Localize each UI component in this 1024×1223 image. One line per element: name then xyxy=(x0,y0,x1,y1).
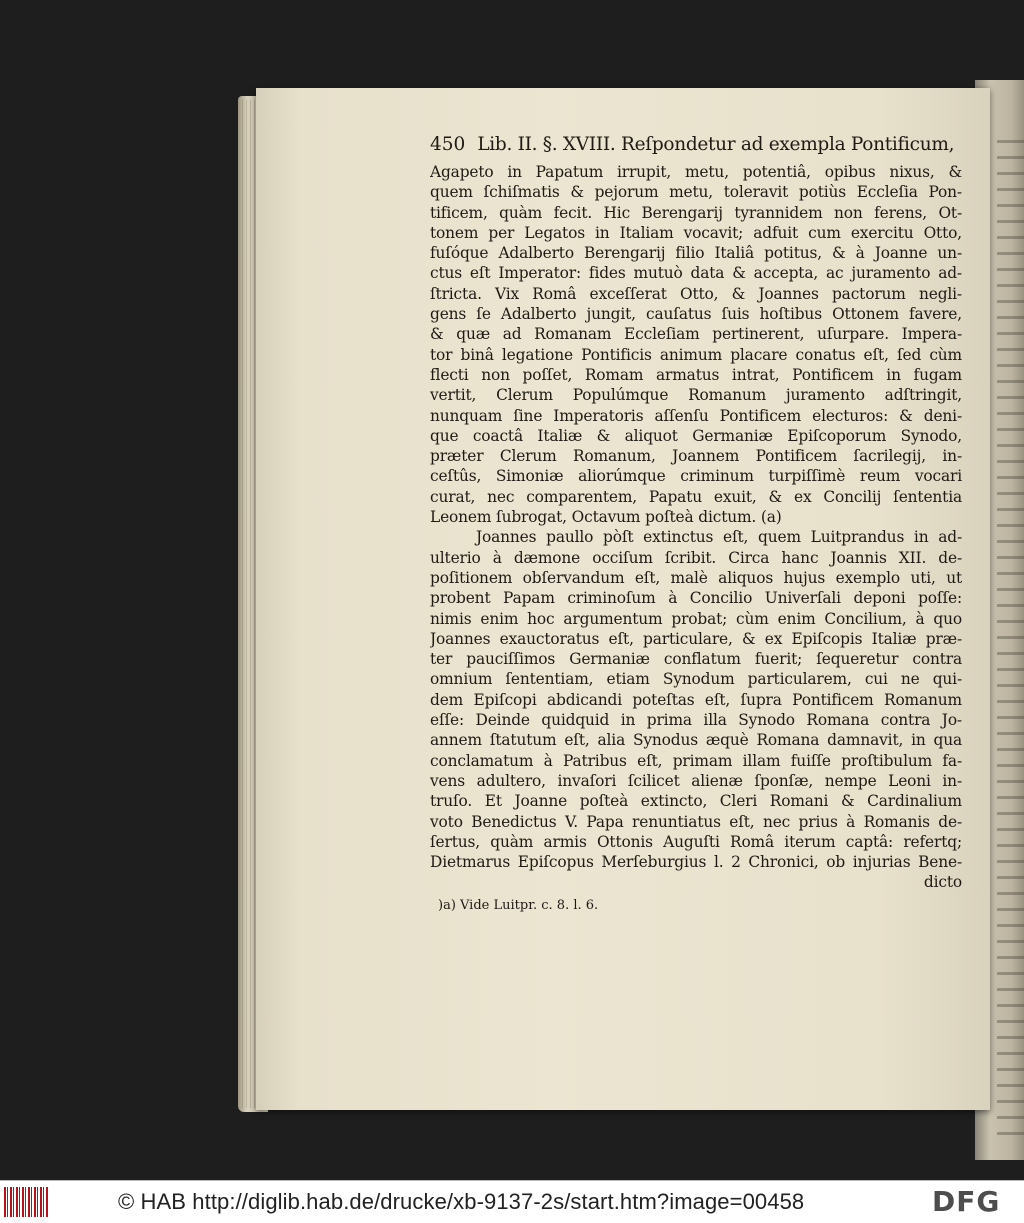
footnote: )a) Vide Luitpr. c. 8. l. 6. xyxy=(438,897,599,913)
text-line: vertit, Clerum Populúmque Romanum juramento adſtringit, xyxy=(430,386,962,405)
page-text-block xyxy=(430,132,962,915)
text-line: nunquam ſine Imperatoris aſſenſu Pontificem electuros: & deni- xyxy=(430,406,962,425)
text-line: Dietmarus Epiſcopus Merſeburgius l. 2 Chronici, ob injurias Bene- xyxy=(430,853,962,872)
hab-barcode-logo-icon xyxy=(4,1187,48,1217)
footer-bar xyxy=(0,1180,1024,1223)
text-line: eſſe: Deinde quidquid in prima illa Synodo Romana contra Jo- xyxy=(430,711,962,730)
text-line: Agapeto in Papatum irrupit, metu, potentiâ, opibus nixus, & xyxy=(430,163,962,181)
text-line: poſitionem obſervandum eſt, malè aliquos hujus exemplo uti, ut xyxy=(430,568,962,587)
text-line: tonem per Legatos in Italiam vocavit; adfuit cum exercitu Otto, xyxy=(430,223,962,242)
text-line: tificem, quàm fecit. Hic Berengarij tyrannidem non ferens, Ot- xyxy=(430,203,962,222)
text-line: probent Papam criminoſum à Concilio Univerſali deponi poſſe: xyxy=(430,589,962,608)
text-line: ctus eſt Imperator: fides mutuò data & accepta, ac juramento ad- xyxy=(430,264,962,283)
text-line: voto Benedictus V. Papa renuntiatus eſt, nec prius à Romanis de- xyxy=(430,812,962,831)
text-line: Joannes exauctoratus eſt, particulare, & ex Epiſcopis Italiæ præ- xyxy=(430,629,962,648)
text-line: truſo. Et Joanne poſteà extincto, Cleri Romani & Cardinalium xyxy=(430,792,962,811)
text-line: ter pauciſſimos Germaniæ conflatum fuerit; ſequeretur contra xyxy=(430,650,962,669)
text-line: præter Clerum Romanum, Joannem Pontificem ſacrilegij, in- xyxy=(430,447,962,466)
text-line: ſtricta. Vix Româ exceſſerat Otto, & Joannes pactorum negli- xyxy=(430,284,962,303)
text-line: flecti non poſſet, Romam armatus intrat, Pontificem in fugam xyxy=(430,365,962,384)
page-number: 450 xyxy=(430,134,466,155)
text-line: omnium ſententiam, etiam Synodum particularem, cui ne qui- xyxy=(430,670,962,689)
text-line: quem ſchiſmatis & pejorum metu, toleravit potiùs Eccleſia Pon- xyxy=(430,183,962,202)
copyright-link[interactable]: © HAB http://diglib.hab.de/drucke/xb-9137-2s/start.htm?image=00458 xyxy=(118,1189,805,1214)
text-line: ceſtûs, Simoniæ aliorúmque criminum turpiſſimè reum vocari xyxy=(430,467,962,486)
running-title: Lib. II. §. XVIII. Reſpondetur ad exempla Pontificum, xyxy=(477,134,955,155)
text-line: Leonem ſubrogat, Octavum poſteà dictum. (a) xyxy=(430,508,782,527)
text-line: fuſóque Adalberto Berengarij filio Italiâ potitus, & à Joanne un- xyxy=(430,244,962,263)
dfg-logo: DFG xyxy=(932,1185,1001,1218)
text-line: conclamatum à Patribus eſt, primam illam fuiſſe proſtibulum fa- xyxy=(430,751,962,770)
text-line: Joannes paullo pòſt extinctus eſt, quem Luitprandus in ad- xyxy=(476,528,962,547)
text-line: dem Epiſcopi abdicandi poteſtas eſt, ſupra Pontificem Romanum xyxy=(430,690,962,709)
running-head xyxy=(430,132,962,160)
text-line: ſertus, quàm armis Ottonis Auguſti Româ iterum captâ: refertq; xyxy=(430,832,962,851)
body-text xyxy=(430,162,962,893)
text-line: tor binâ legatione Pontificis animum placare conatus eſt, ſed cùm xyxy=(430,345,962,364)
text-line: que coactâ Italiæ & aliquot Germaniæ Epiſcoporum Synodo, xyxy=(430,426,962,445)
text-line: curat, nec comparentem, Papatu exuit, & ex Concilij ſententia xyxy=(430,487,962,506)
book-page xyxy=(256,88,990,1110)
text-line: vens adultero, invaſori ſcilicet alienæ ſponſæ, nempe Leoni in- xyxy=(430,771,962,790)
text-line: ulterio à dæmone occiſum ſcribit. Circa hanc Joannis XII. de- xyxy=(430,548,962,567)
text-line: gens ſe Adalberto jungit, cauſatus ſuis hoſtibus Ottonem favere, xyxy=(430,305,962,324)
catchword: dicto xyxy=(923,873,962,892)
text-line: & quæ ad Romanam Eccleſiam pertinerent, uſurpare. Impera- xyxy=(430,325,962,344)
text-line: nimis enim hoc argumentum probat; cùm enim Concilium, à quo xyxy=(430,609,962,628)
text-line: annem ſtatutum eſt, alia Synodus æquè Romana damnavit, in qua xyxy=(430,731,962,750)
